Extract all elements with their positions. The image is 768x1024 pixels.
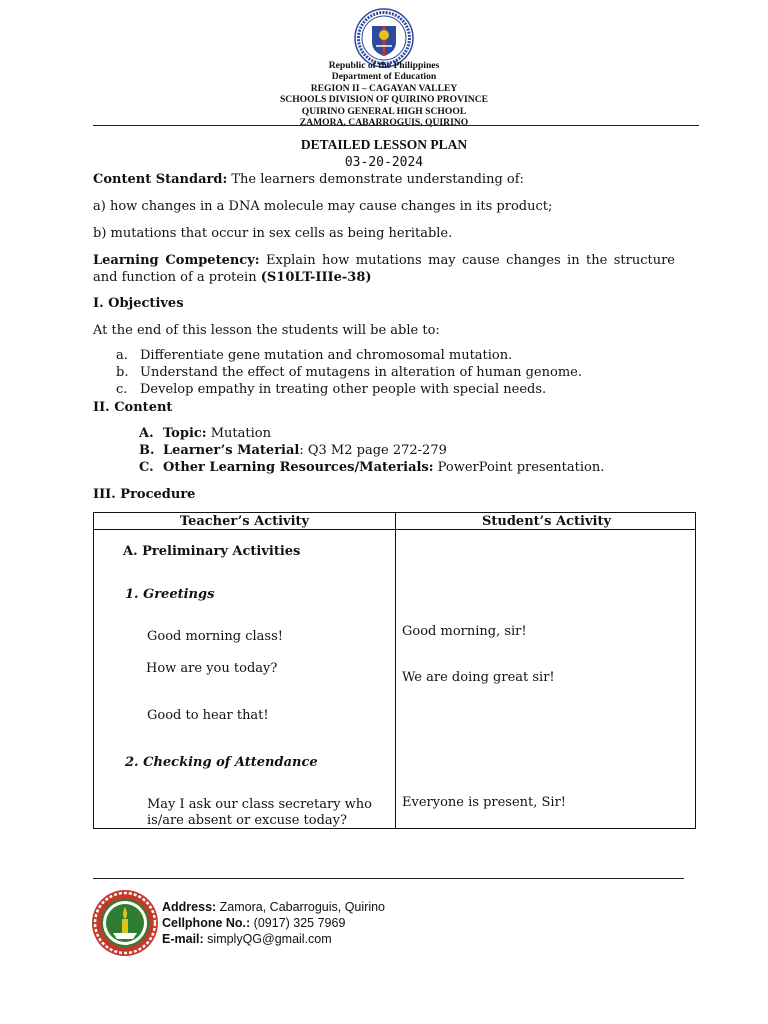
phone-value: (0917) 325 7969	[250, 916, 346, 930]
letterhead-line: REGION II – CAGAYAN VALLEY	[310, 82, 458, 94]
deped-seal-icon	[354, 8, 414, 68]
phone-label: Cellphone No.:	[162, 916, 251, 930]
teacher-line: Good morning class!	[147, 629, 283, 644]
student-line: Good morning, sir!	[402, 624, 527, 639]
objective-item	[116, 364, 582, 381]
letterhead-line: Department of Education	[331, 71, 437, 83]
objectives-intro: At the end of this lesson the students will be able to:	[93, 323, 440, 338]
header-row-divider	[94, 529, 695, 530]
document-date: 03-20-2024	[344, 155, 424, 170]
letterhead-line: SCHOOLS DIVISION OF QUIRINO PROVINCE	[279, 94, 489, 106]
content-item	[139, 425, 271, 442]
attendance-heading: 2. Checking of Attendance	[125, 755, 318, 770]
learning-competency-label: Learning Competency:	[93, 253, 260, 268]
header-divider	[93, 125, 699, 126]
content-item	[139, 442, 447, 459]
teacher-line: How are you today?	[146, 661, 278, 676]
list-marker: a.	[116, 348, 128, 363]
footer-email	[162, 931, 332, 947]
student-line: Everyone is present, Sir!	[402, 795, 567, 810]
address-value: Zamora, Cabarroguis, Quirino	[216, 900, 386, 914]
teacher-line: Good to hear that!	[147, 708, 269, 723]
content-value: Mutation	[206, 426, 271, 441]
letterhead-line: ZAMORA, CABARROGUIS, QUIRINO	[299, 117, 469, 129]
competency-code: (S10LT-IIIe-38)	[260, 270, 372, 285]
content-standard	[93, 171, 675, 188]
column-divider	[395, 513, 396, 828]
objective-text: Understand the effect of mutagens in alteration of human genome.	[140, 365, 582, 380]
teacher-column-header: Teacher’s Activity	[179, 514, 310, 529]
objectives-heading: I. Objectives	[93, 296, 184, 311]
teacher-line: May I ask our class secretary who	[147, 797, 372, 812]
learning-competency	[93, 252, 675, 286]
content-label: Topic:	[163, 426, 207, 441]
document-title: DETAILED LESSON PLAN	[300, 137, 468, 152]
content-item	[139, 459, 604, 476]
letterhead-line: Republic of the Philippines	[328, 60, 440, 71]
list-marker: C.	[139, 460, 154, 475]
content-value: PowerPoint presentation.	[433, 460, 605, 475]
email-value: simplyQG@gmail.com	[203, 932, 332, 946]
school-seal-icon	[91, 889, 159, 957]
address-label: Address:	[162, 900, 217, 914]
preliminary-activities-heading: A. Preliminary Activities	[123, 544, 301, 559]
content-standard-item: a) how changes in a DNA molecule may cause changes in its product;	[93, 199, 553, 214]
letterhead	[94, 60, 674, 128]
list-marker: c.	[116, 382, 128, 397]
footer-divider	[93, 878, 684, 879]
teacher-line: is/are absent or excuse today?	[147, 813, 347, 828]
greetings-heading: 1. Greetings	[125, 587, 215, 602]
content-standard-label: Content Standard:	[93, 172, 228, 187]
content-heading: II. Content	[93, 400, 173, 415]
content-label: Other Learning Resources/Materials:	[163, 460, 434, 475]
footer-address	[162, 899, 385, 915]
student-line: We are doing great sir!	[402, 670, 555, 685]
objective-text: Develop empathy in treating other people with special needs.	[140, 382, 547, 397]
content-value: : Q3 M2 page 272-279	[299, 443, 447, 458]
footer-phone	[162, 915, 345, 931]
procedure-heading: III. Procedure	[93, 487, 196, 502]
list-marker: b.	[116, 365, 129, 380]
content-standard-text: The learners demonstrate understanding of:	[227, 172, 524, 187]
content-standard-item: b) mutations that occur in sex cells as being heritable.	[93, 226, 453, 241]
objective-item	[116, 381, 546, 398]
learning-competency-text: Explain how mutations may cause changes in the structure and function of a protein	[93, 253, 675, 285]
student-column-header: Student’s Activity	[481, 514, 612, 529]
email-label: E-mail:	[162, 932, 204, 946]
content-label: Learner’s Material	[163, 443, 300, 458]
letterhead-line: QUIRINO GENERAL HIGH SCHOOL	[301, 105, 467, 117]
procedure-table	[93, 512, 696, 829]
list-marker: B.	[139, 443, 155, 458]
list-marker: A.	[139, 426, 154, 441]
objective-text: Differentiate gene mutation and chromosomal mutation.	[140, 348, 513, 363]
objective-item	[116, 347, 512, 364]
